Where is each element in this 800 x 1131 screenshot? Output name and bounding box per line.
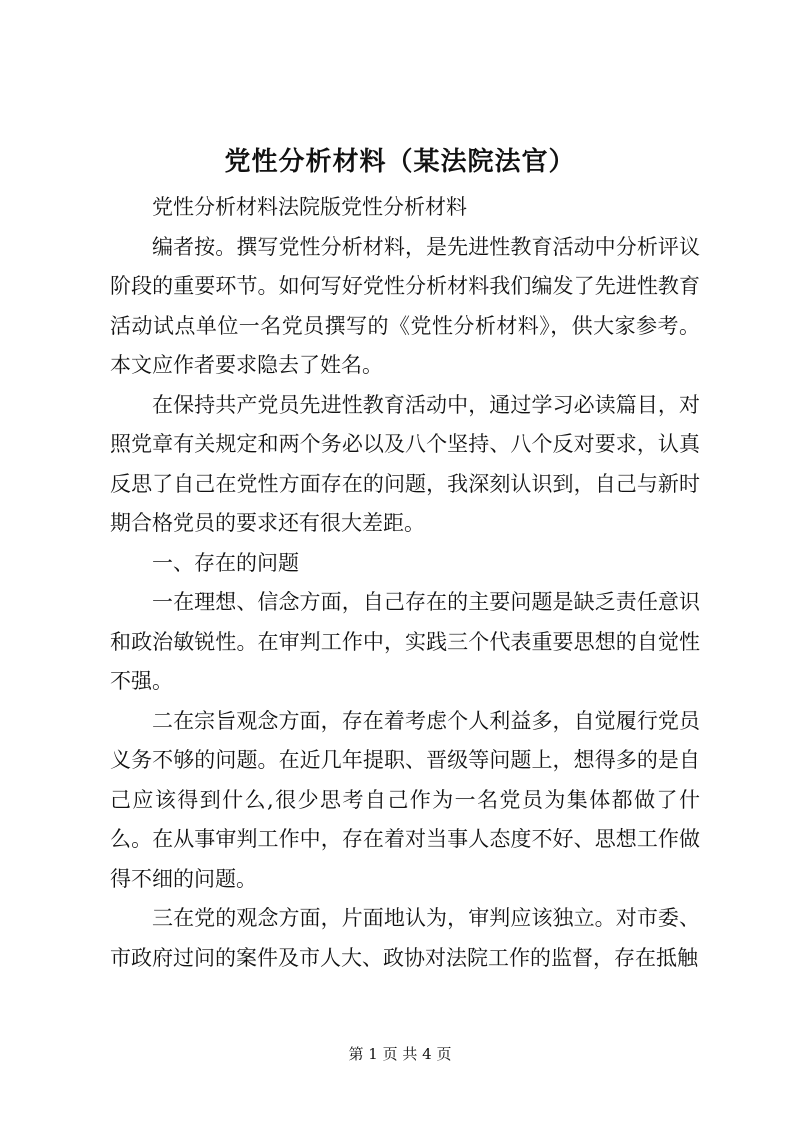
document-body	[110, 188, 700, 978]
document-title: 党性分析材料（某法院法官）	[224, 147, 576, 177]
paragraph-intro: 在保持共产党员先进性教育活动中，通过学习必读篇目，对照党章有关规定和两个务必以及八个坚持、八个反对要求，认真反思了自己在党性方面存在的问题，我深刻认识到，自己与新时期合格党员的要求还有很大差距。	[110, 392, 700, 535]
paragraph-subtitle: 党性分析材料法院版党性分析材料	[152, 195, 467, 219]
paragraph-issue-3: 三在党的观念方面，片面地认为，审判应该独立。对市委、市政府过问的案件及市人大、政协对法院工作的监督，存在抵触	[110, 906, 700, 970]
paragraph-editor-note: 编者按。撰写党性分析材料，是先进性教育活动中分析评议阶段的重要环节。如何写好党性分析材料我们编发了先进性教育活动试点单位一名党员撰写的《党性分析材料》，供大家参考。本文应作者要求隐去了姓名。	[110, 234, 700, 377]
page-number-footer: 第 1 页 共 4 页	[348, 1045, 452, 1063]
section-heading: 一、存在的问题	[152, 550, 299, 575]
paragraph-issue-2: 二在宗旨观念方面，存在着考虑个人利益多，自觉履行党员义务不够的问题。在近几年提职、晋级等问题上，想得多的是自己应该得到什么,很少思考自己作为一名党员为集体都做了什么。在从事审判工作中，存在着对当事人态度不好、思想工作做得不细的问题。	[110, 708, 700, 891]
paragraph-issue-1: 一在理想、信念方面，自己存在的主要问题是缺乏责任意识和政治敏锐性。在审判工作中，实践三个代表重要思想的自觉性不强。	[110, 590, 700, 693]
